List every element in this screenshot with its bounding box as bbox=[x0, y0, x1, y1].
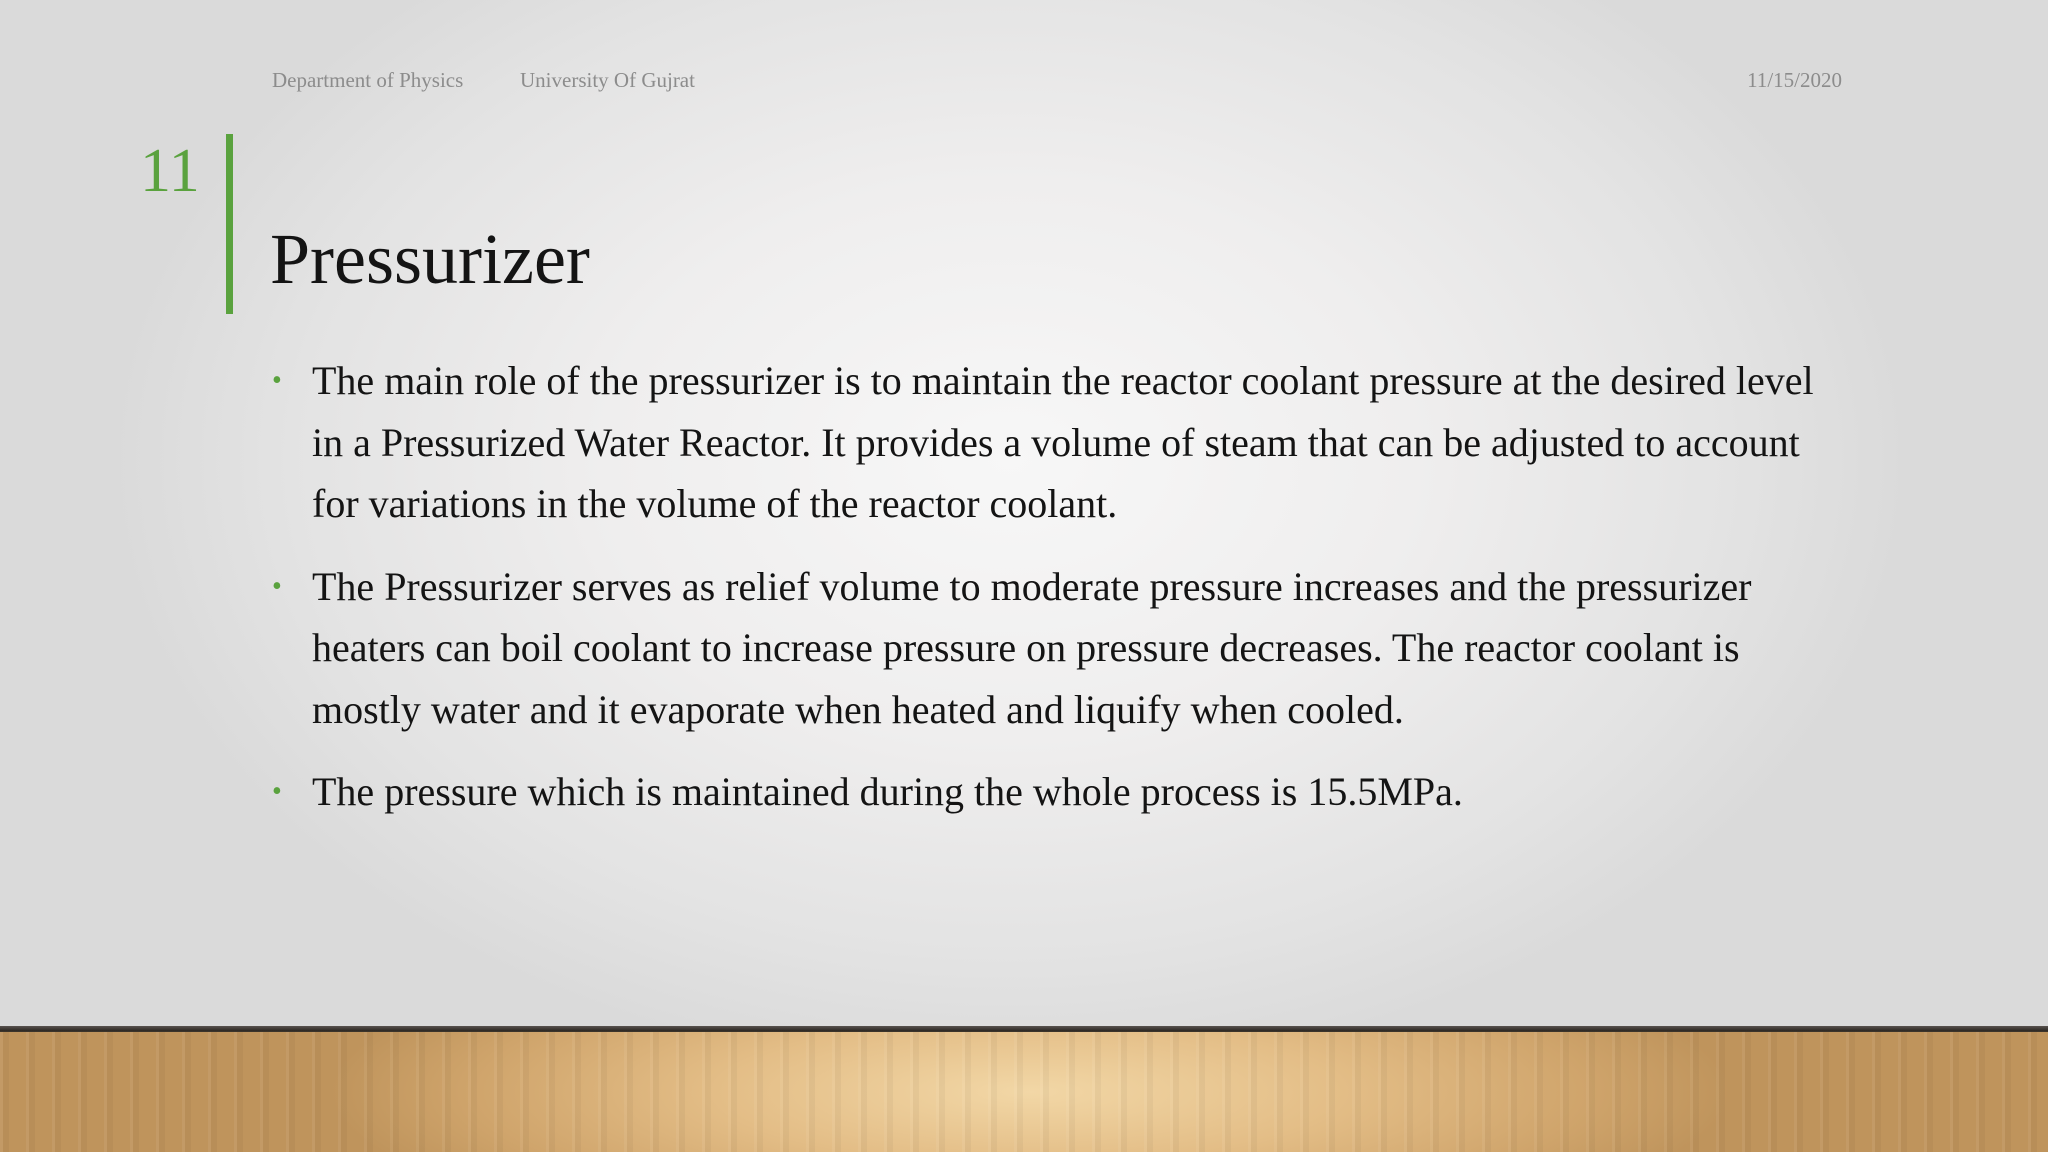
header-date: 11/15/2020 bbox=[1747, 68, 1842, 92]
slide-number: 11 bbox=[140, 137, 200, 205]
wooden-floor bbox=[0, 1032, 2048, 1152]
bullet-text: The Pressurizer serves as relief volume to moderate pressure increases and the pressurizer heaters can boil coolant to increase pressure on pressure decreases. The reactor coolant is mostly water and it evaporate when heated and liquify when cooled. bbox=[312, 563, 1752, 732]
bullet-text: The main role of the pressurizer is to maintain the reactor coolant pressure at the desired level in a Pressurized Water Reactor. It provides a volume of steam that can be adjusted to account for variations in the volume of the reactor coolant. bbox=[312, 358, 1814, 526]
bullet-dot-icon: • bbox=[272, 365, 282, 396]
bullet-item bbox=[272, 761, 1852, 823]
title-accent-bar bbox=[226, 134, 233, 314]
slide-title: Pressurizer bbox=[270, 219, 590, 299]
bullet-item bbox=[272, 556, 1852, 741]
header-university: University Of Gujrat bbox=[520, 68, 695, 92]
bullet-item bbox=[272, 350, 1852, 535]
bullet-list bbox=[272, 350, 1852, 844]
bullet-text: The pressure which is maintained during the whole process is 15.5MPa. bbox=[312, 769, 1463, 814]
header-department: Department of Physics bbox=[272, 68, 464, 92]
bullet-dot-icon: • bbox=[272, 776, 282, 807]
bullet-dot-icon: • bbox=[272, 570, 282, 602]
